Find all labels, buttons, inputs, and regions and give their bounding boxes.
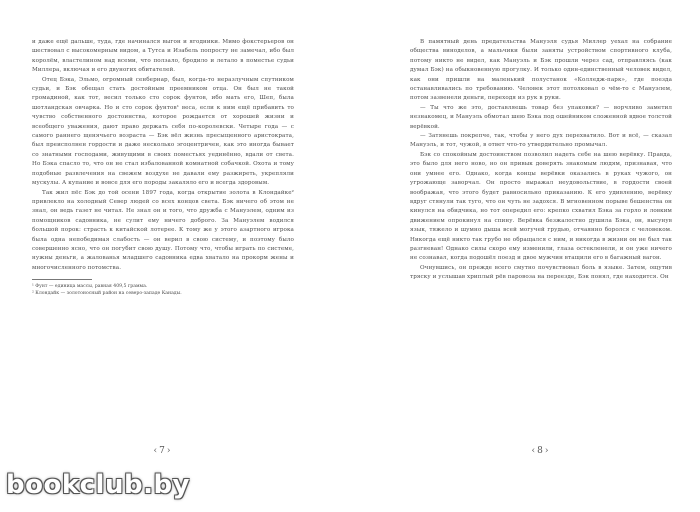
right-paragraph-2: — Ты что же это, доставляешь товар без упаковки? — ворчливо заметил незнакомец, и Мануэль обмотал шею Бэка под ошейником сложенной вдвое толстой верёвкой. xyxy=(410,104,672,130)
left-paragraph-1: и даже ещё дальше, туда, где начинался выгон и ягодники. Мимо фокстерьеров он шествовал с высокомерным видом, а Тутса и Изабель попросту не замечал, ибо был королём, властелином над всеми, что ползало, бродило и летало в поместье судьи Миллера, включая и его двуногих обитателей. xyxy=(32,39,294,74)
footnote-divider xyxy=(32,279,92,280)
watermark-logo: bookclub.by xyxy=(6,470,191,500)
left-page xyxy=(32,38,294,478)
right-page-number: ‹8› xyxy=(531,446,551,456)
right-paragraph-3: — Затянешь покрепче, так, чтобы у него дух перехватило. Вот и всё, — сказал Мануэль, и тот, чужой, в ответ что-то утвердительно промычал. xyxy=(410,133,672,149)
left-page-number-value: 7 xyxy=(159,446,167,456)
left-paragraph-2: Отец Бэка, Эльмо, огромный сенбернар, был, когда-то неразлучным спутником судьи, и Бэк обещал стать достойным преемником отца. Он был не такой громадиной, как тот, весил только сто сорок фунтов, ибо мать его, Шеп, была шотландская овчарка. Но и сто сорок фунтов¹ веса, если к ним ещё прибавить то чувство собственного достоинства, которое рождается от хорошей жизни и всеобщего уважения, дают право держать себя по-королевски. Четыре года — с самого раннего щенячьего возраста — Бэк вёл жизнь пресыщенного аристократа, был преисполнен гордости и даже несколько эгоцентричен, как это иногда бывает со знатными господами, живущими в своих поместьях уединённо, вдали от света. Но Бэка спасло то, что он не стал избалованной комнатной собачкой. Охота и тому подобные развлечения на свежем воздухе не давали ему разжиреть, укрепляли мускулы. А купание и вовсе для его породы закаляло его и всегда здоровым. xyxy=(32,76,294,187)
left-page-number: ‹7› xyxy=(153,446,173,456)
right-page xyxy=(410,38,672,478)
right-paragraph-4: Бэк со спокойным достоинством позволил надеть себе на шею верёвку. Правда, это было для него ново, но он привык доверять знакомым людям, признавая, что они умнее его. Однако, когда концы верёвки оказались в руках чужого, он угрожающе заворчал. Он просто выражал неудовольствие, в гордости своей воображая, что этого будет равносильно приказанию. К его удивлению, верёвку вдруг стянули так туго, что он чуть не задохся. В мгновенном порыве бешенства он кинулся на обидчика, но тот опередил его: крепко схватил Бэка за горло и ловким движением опрокинул на спину. Верёвка безжалостно душила Бэка, он, высунув язык, тяжело и шумно дыша всей могучей грудью, отчаянно боролся с человеком. Никогда ещё никто так грубо не обращался с ним, и никогда в жизни он не был так разгневан! Однако силы скоро ему изменили, глаза остекленели, и он уже ничего не сознавал, когда подошёл поезд и двое мужчин втащили его в багажный вагон. xyxy=(410,151,672,262)
footnote-2: ² Клондайк — золотоносный район на северо-западе Канады. xyxy=(32,291,182,297)
left-paragraph-3: Так жил пёс Бэк до той осени 1897 года, когда открытие золота в Клондайке² привлекло на холодный Север людей со всех концов света. Бэк ничего об этом не знал, он ведь газет не читал. Не знал он и того, что дружба с Мануэлем, одним из помощников садовника, не сулит ему ничего доброго. За Мануэлем водился большой порок: страсть к китайской лотерее. К тому же у этого азартного игрока была одна непобедимая слабость — он верил в свою систему, и поэтому было совершенно ясно, что он погубит свою душу. Потому что, чтобы играть по системе, нужны деньги, а жалованья младшего садовника едва хватало на прокорм жены и многочисленного потомства. xyxy=(32,189,294,271)
right-paragraph-1: В памятный день предательства Мануэля судья Миллер уехал на собрание общества виноделов, а мальчики были заняты устройством спортивного клуба, потому никто не видел, как Мануэль и Бэк прошли через сад, отправляясь (как думал Бэк) на обыкновенную прогулку. И только один-единственный человек видел, как они пришли на маленький полустанок «Колледж-парк», где поезда останавливались по требованию. Человек этот потолковал о чём-то с Мануэлем, потом зазвенели деньги, переходя из рук в руки. xyxy=(410,39,672,102)
footnote-1: ¹ Фунт — единица массы, равная 409,5 граммa. xyxy=(32,284,148,290)
right-page-number-value: 8 xyxy=(537,446,545,456)
right-paragraph-5: Очнувшись, он прежде всего смутно почувствовал боль в языке. Затем, ощутив тряску и услышав хриплый рёв паровоза на переезде, Бэк понял, где находится. Он xyxy=(410,264,672,281)
